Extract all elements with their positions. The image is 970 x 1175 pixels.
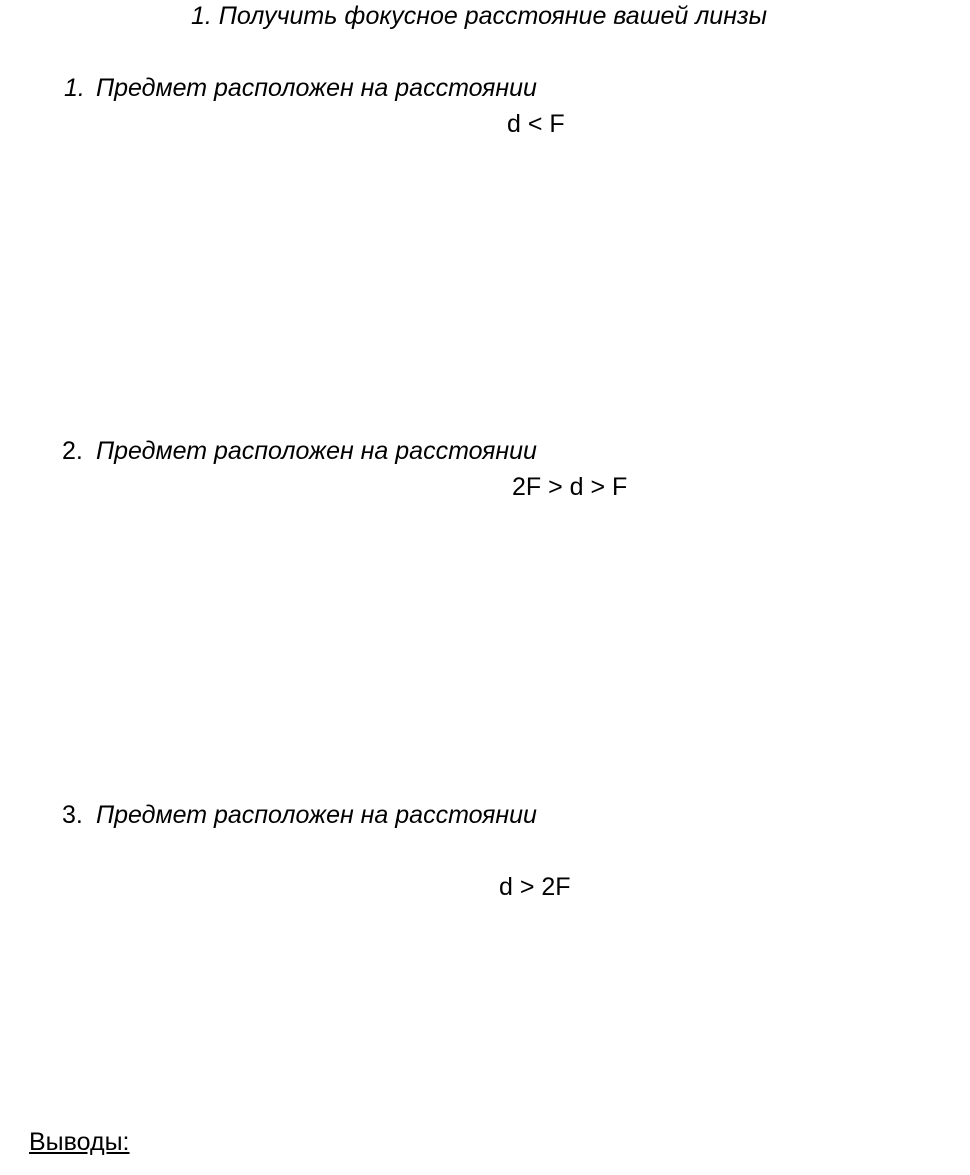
item-3-number: 3. [62,801,83,829]
item-1-condition: d < F [507,110,565,138]
item-2-label: Предмет расположен на расстоянии [96,437,537,465]
item-2-number: 2. [62,437,83,465]
task-title: 1. Получить фокусное расстояние вашей линзы [191,2,767,30]
conclusions-heading: Выводы: [29,1128,130,1156]
item-2-condition: 2F > d > F [512,473,628,501]
item-1-label: Предмет расположен на расстоянии [96,74,537,102]
item-1-number: 1. [64,74,85,102]
item-3-condition: d > 2F [499,873,571,901]
item-3-label: Предмет расположен на расстоянии [96,801,537,829]
